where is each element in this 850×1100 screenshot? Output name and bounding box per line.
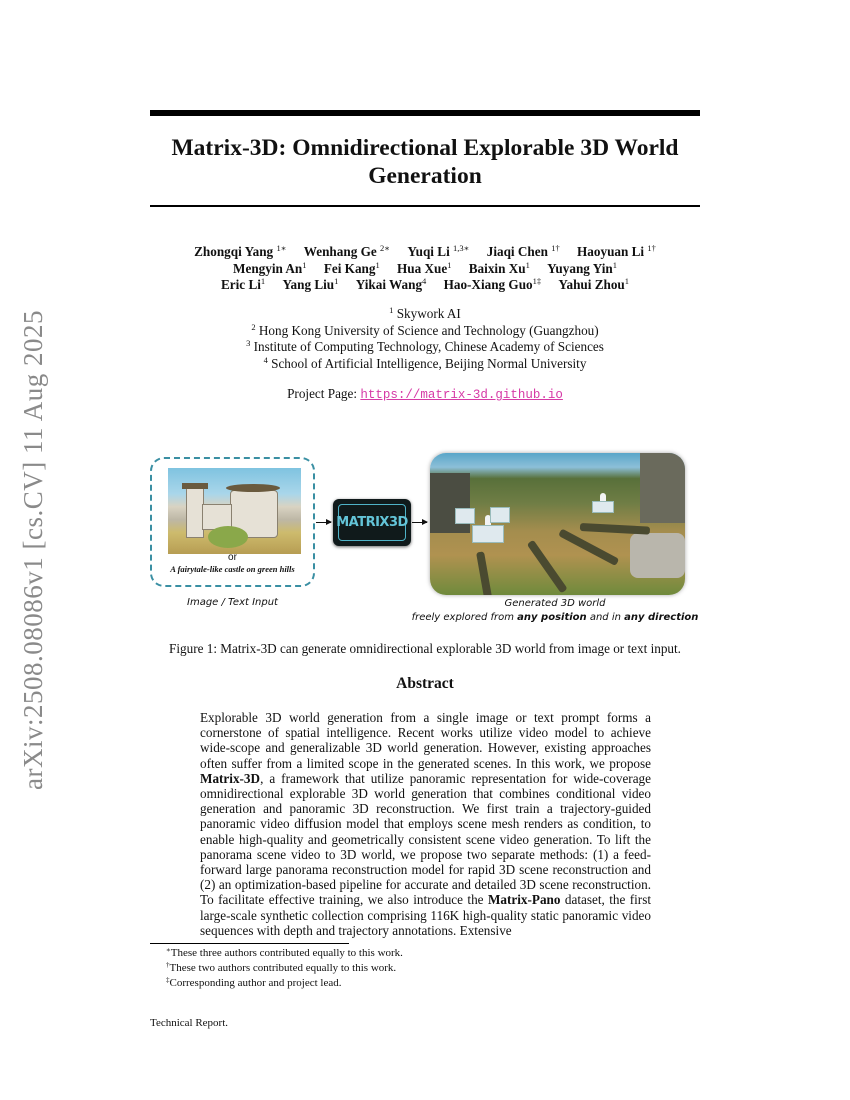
output-caption-line2: freely explored from any position and in any direction bbox=[411, 612, 699, 623]
author: Jiaqi Chen $^{1\dagger}$ bbox=[486, 243, 560, 259]
bush-shape bbox=[208, 526, 248, 548]
castle-roof-shape bbox=[182, 483, 208, 489]
project-page-label: Project Page: bbox=[287, 386, 358, 401]
author: Mengyin An$^1$ bbox=[233, 259, 307, 276]
view-card-shape bbox=[455, 508, 475, 524]
author: Hua Xue$^1$ bbox=[397, 259, 452, 276]
affiliation: $^4$ School of Artificial Intelligence, Beijing Normal University bbox=[263, 354, 587, 371]
matrix3d-logo-text: MATRIX3D bbox=[338, 504, 406, 541]
castle-keep-roof-shape bbox=[226, 484, 280, 492]
author-row bbox=[150, 277, 700, 294]
abstract-body: Explorable 3D world generation from a single image or text prompt forms a cornerstone of spatial intelligence. Recent works utilize video model to achieve wide-scope and generalizable 3D world generation. However, existing approaches often suffer from a limited scope in the generated scenes. In this work, we propose Matrix-3D, a framework that utilize panoramic representation for wide-coverage omnidirectional explorable 3D world generation that combines conditional video generation and panoramic 3D reconstruction. We first train a trajectory-guided panoramic video diffusion model that employs scene mesh renders as condition, to enable high-quality and geometrically consistent scene video generation. To lift the panorama scene video to 3D world, we propose two separate methods: (1) a feed-forward large panorama reconstruction model for rapid 3D scene reconstruction and (2) an optimization-based pipeline for accurate and detailed 3D scene reconstruction. To facilitate effective training, we also introduce the Matrix-Pano dataset, the first large-scale synthetic collection comprising 116K high-quality static panoramic video sequences with depth and trajectory annotations. Extensive bbox=[200, 710, 651, 938]
affiliation: $^3$ Institute of Computing Technology, Chinese Academy of Sciences bbox=[246, 338, 604, 354]
input-caption: Image / Text Input bbox=[187, 597, 278, 608]
author: Wenhang Ge $^{2∗}$ bbox=[303, 243, 391, 259]
author: Yuyang Yin$^1$ bbox=[547, 259, 617, 276]
tower-wall-shape bbox=[640, 453, 685, 523]
rock-shape bbox=[630, 533, 685, 578]
log-shape bbox=[580, 523, 650, 535]
output-caption-line1: Generated 3D world bbox=[504, 598, 606, 609]
matrix3d-logo bbox=[333, 499, 411, 546]
output-caption bbox=[400, 597, 710, 625]
author: Baixin Xu$^1$ bbox=[468, 259, 530, 276]
project-page-link[interactable]: https://matrix-3d.github.io bbox=[360, 388, 563, 402]
footnote: ∗These three authors contributed equally to this work. bbox=[166, 946, 403, 959]
author: Hao-Xiang Guo$^{1\ddagger}$ bbox=[443, 276, 542, 292]
affiliation: $^1$ Skywork AI bbox=[389, 305, 461, 321]
input-text-prompt: A fairytale-like castle on green hills bbox=[170, 564, 295, 574]
technical-report-label: Technical Report. bbox=[150, 1017, 229, 1029]
affiliation: $^2$ Hong Kong University of Science and Technology (Guangzhou) bbox=[251, 321, 599, 338]
footnote: †These two authors contributed equally to this work. bbox=[166, 961, 397, 974]
author-list bbox=[150, 244, 700, 294]
author-row bbox=[150, 244, 700, 261]
log-shape bbox=[558, 528, 619, 566]
author: Zhongqi Yang $^{1∗}$ bbox=[194, 243, 287, 259]
author: Yang Liu$^1$ bbox=[282, 276, 339, 292]
arrow-right-icon bbox=[316, 522, 331, 523]
arxiv-identifier-stamp[interactable]: arXiv:2508.08086v1 [cs.CV] 11 Aug 2025 bbox=[18, 310, 48, 790]
log-shape bbox=[476, 551, 493, 595]
title-bottom-rule bbox=[150, 205, 700, 207]
view-card-shape bbox=[592, 501, 614, 513]
author: Eric Li$^1$ bbox=[220, 276, 266, 292]
stone-wall-shape bbox=[430, 473, 470, 533]
footnote: ‡Corresponding author and project lead. bbox=[166, 976, 342, 989]
footnote-rule bbox=[150, 943, 349, 944]
input-or-label: or bbox=[228, 552, 237, 563]
author: Yahui Zhou$^1$ bbox=[558, 276, 630, 292]
author: Haoyuan Li $^{1\dagger}$ bbox=[577, 243, 656, 259]
castle-input-image bbox=[168, 468, 301, 554]
paper-title: Matrix-3D: Omnidirectional Explorable 3D World Generation bbox=[171, 135, 679, 189]
view-card-shape bbox=[472, 525, 504, 543]
log-shape bbox=[527, 540, 568, 594]
arrow-right-icon bbox=[412, 522, 427, 523]
abstract-heading: Abstract bbox=[396, 675, 454, 692]
title-top-rule bbox=[150, 110, 700, 116]
author: Fei Kang$^1$ bbox=[323, 259, 380, 276]
figure-caption: Figure 1: Matrix-3D can generate omnidirectional explorable 3D world from image or text input. bbox=[169, 641, 681, 656]
project-page-line bbox=[150, 386, 700, 402]
view-card-shape bbox=[490, 507, 510, 523]
author: Yikai Wang$^4$ bbox=[355, 276, 427, 292]
affiliation-list bbox=[150, 306, 700, 372]
author: Yuqi Li $^{1,3∗}$ bbox=[407, 243, 470, 259]
footnotes bbox=[166, 946, 403, 991]
generated-world-image bbox=[430, 453, 685, 595]
author-row bbox=[150, 261, 700, 278]
